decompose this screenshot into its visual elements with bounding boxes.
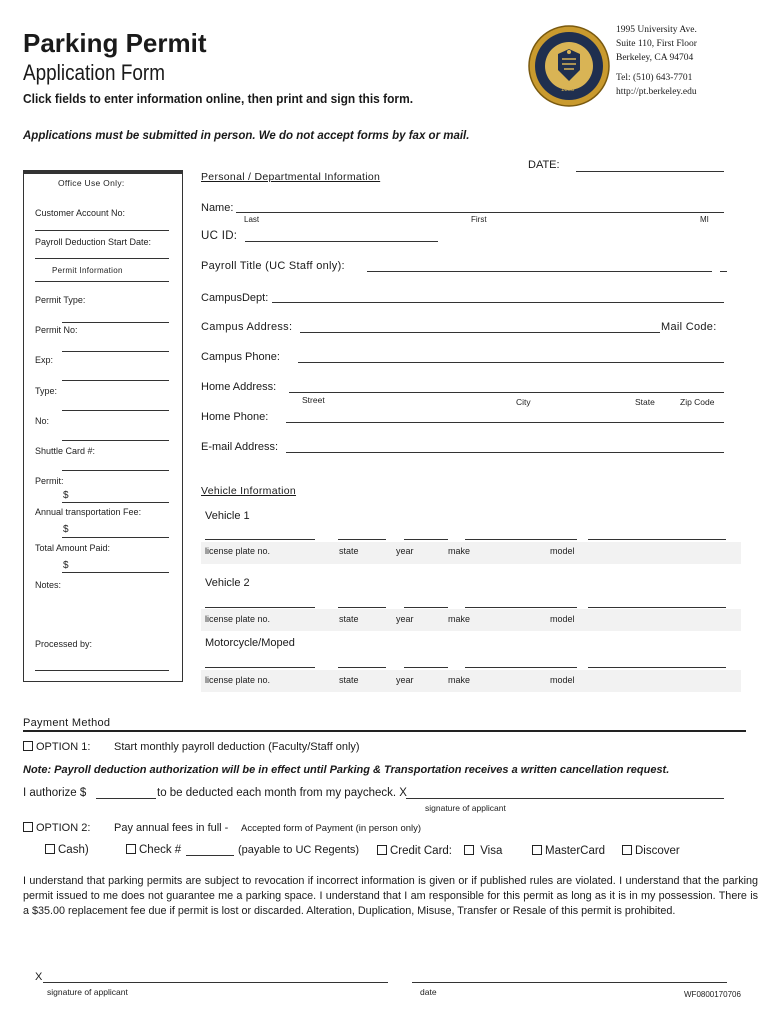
permit-no-label: Permit No:: [35, 325, 78, 335]
no-field[interactable]: [62, 440, 169, 441]
vehicle-info-heading: Vehicle Information: [201, 485, 297, 497]
office-use-title: Office Use Only:: [58, 178, 125, 188]
campus-dept-field[interactable]: [272, 302, 724, 303]
vehicle-2-year-field[interactable]: [404, 607, 448, 608]
name-mi-caption: MI: [700, 215, 709, 224]
date-field[interactable]: [576, 171, 724, 172]
home-address-label: Home Address:: [201, 381, 277, 393]
vehicle-2-make-field[interactable]: [465, 607, 577, 608]
motorcycle-plate-caption: license plate no.: [205, 675, 271, 685]
name-label: Name:: [201, 202, 234, 214]
visa-label: Visa: [480, 845, 503, 857]
cash-option: [45, 844, 89, 856]
credit-checkbox[interactable]: [377, 845, 387, 855]
form-subtitle: Application Form: [23, 60, 165, 85]
vehicle-1-model-caption: model: [550, 546, 575, 556]
type-label: Type:: [35, 386, 58, 396]
annual-fee-field[interactable]: [62, 537, 169, 538]
motorcycle-make-caption: make: [448, 675, 471, 685]
permit-type-field[interactable]: [62, 322, 169, 323]
check-payable: (payable to UC Regents): [238, 844, 360, 856]
visa-option: [464, 845, 502, 857]
campus-phone-field[interactable]: [298, 362, 724, 363]
motorcycle-year-field[interactable]: [404, 667, 448, 668]
motorcycle-model-caption: model: [550, 675, 575, 685]
campus-address-field[interactable]: [300, 332, 660, 333]
uc-id-field[interactable]: [245, 241, 438, 242]
option-1-row: [23, 741, 90, 753]
authorize-amount-field[interactable]: [96, 798, 156, 799]
motorcycle-state-field[interactable]: [338, 667, 386, 668]
signature-field[interactable]: [43, 982, 388, 983]
check-number-field[interactable]: [186, 855, 234, 856]
vehicle-2-plate-caption: license plate no.: [205, 614, 271, 624]
personal-info-heading: Personal / Departmental Information: [201, 171, 381, 183]
uc-id-label: UC ID:: [201, 230, 238, 242]
vehicle-1-make-field[interactable]: [465, 539, 577, 540]
payroll-start-field[interactable]: [35, 258, 169, 259]
discover-option: [622, 845, 680, 857]
signature-caption: signature of applicant: [47, 987, 128, 997]
processed-by-label: Processed by:: [35, 639, 93, 649]
legal-statement: I understand that parking permits are subject to revocation if incorrect information is given or if published rules are violated. I understand that the parking permit issued to me does not guarantee me a parking space. I understand that I am responsible for this permit as long as it is in my possession. There is a $35.00 replacement fee due if permit is lost or discarded. Alteration, Duplication, Misuse, Transfer or Resale of this permit is prohibited.: [23, 875, 758, 917]
credit-option: [377, 845, 452, 857]
campus-dept-label: CampusDept:: [201, 292, 269, 304]
email-field[interactable]: [286, 452, 724, 453]
motorcycle-year-caption: year: [396, 675, 414, 685]
university-seal: [528, 25, 610, 107]
option-2-checkbox[interactable]: [23, 822, 33, 832]
credit-label: Credit Card:: [390, 845, 452, 857]
seal-year: 1868: [561, 87, 575, 93]
permit-amount-field[interactable]: [62, 502, 169, 503]
vehicle-1-title: Vehicle 1: [205, 510, 250, 522]
vehicle-1-plate-caption: license plate no.: [205, 546, 271, 556]
mastercard-checkbox[interactable]: [532, 845, 542, 855]
permit-no-field[interactable]: [62, 351, 169, 352]
no-label: No:: [35, 416, 50, 426]
home-phone-label: Home Phone:: [201, 411, 269, 423]
shuttle-field[interactable]: [62, 470, 169, 471]
campus-phone-label: Campus Phone:: [201, 351, 280, 363]
signature-x: X: [35, 971, 43, 983]
motorcycle-make-field[interactable]: [465, 667, 577, 668]
state-caption: State: [635, 397, 655, 407]
payroll-title-label: Payroll Title (UC Staff only):: [201, 260, 345, 272]
discover-checkbox[interactable]: [622, 845, 632, 855]
authorize-label-b: to be deducted each month from my paycheck. X: [157, 787, 407, 799]
authorize-label-a: I authorize $: [23, 787, 87, 799]
submission-notice: Applications must be submitted in person. We do not accept forms by fax or mail.: [23, 130, 470, 142]
signature-date-field[interactable]: [412, 982, 727, 983]
name-last-caption: Last: [244, 215, 260, 224]
shuttle-label: Shuttle Card #:: [35, 446, 96, 456]
discover-label: Discover: [635, 845, 680, 857]
option-2-text: Pay annual fees in full -: [114, 822, 229, 834]
permit-dollar: $: [63, 490, 69, 501]
type-field[interactable]: [62, 410, 169, 411]
mail-code-label: Mail Code:: [661, 321, 717, 333]
vehicle-1-state-field[interactable]: [338, 539, 386, 540]
permit-label: Permit:: [35, 476, 64, 486]
motorcycle-row: [201, 670, 741, 692]
mastercard-option: [532, 845, 605, 857]
motorcycle-title: Motorcycle/Moped: [205, 637, 295, 649]
name-first-caption: First: [471, 215, 487, 224]
motorcycle-model-field[interactable]: [588, 667, 726, 668]
option-2-row: [23, 822, 90, 834]
address-line: Berkeley, CA 94704: [616, 53, 694, 63]
vehicle-1-row: [201, 542, 741, 564]
customer-account-field[interactable]: [35, 230, 169, 231]
annual-fee-dollar: $: [63, 524, 69, 535]
vehicle-2-state-field[interactable]: [338, 607, 386, 608]
option-1-text: Start monthly payroll deduction (Faculty/Staff only): [114, 741, 360, 753]
form-title: Parking Permit: [23, 28, 207, 58]
vehicle-2-state-caption: state: [339, 614, 359, 624]
option-2-label: OPTION 2:: [36, 822, 91, 834]
vehicle-2-title: Vehicle 2: [205, 577, 250, 589]
vehicle-1-year-field[interactable]: [404, 539, 448, 540]
vehicle-2-make-caption: make: [448, 614, 471, 624]
total-paid-dollar: $: [63, 560, 69, 571]
exp-label: Exp:: [35, 355, 54, 365]
payroll-note: Note: Payroll deduction authorization will be in effect until Parking & Transportation receives a written cancellation request.: [23, 764, 670, 776]
processed-by-field[interactable]: [35, 670, 169, 671]
payroll-title-field[interactable]: [367, 271, 712, 272]
form-code: WF0800170706: [684, 990, 741, 999]
vehicle-1-state-caption: state: [339, 546, 359, 556]
cash-label: Cash): [58, 844, 89, 856]
city-caption: City: [516, 397, 531, 407]
date-label: DATE:: [528, 159, 560, 171]
payroll-start-label: Payroll Deduction Start Date:: [35, 237, 152, 247]
name-field[interactable]: [236, 212, 724, 213]
signature-date-caption: date: [420, 987, 437, 997]
home-phone-field[interactable]: [286, 422, 724, 423]
street-caption: Street: [302, 395, 325, 405]
vehicle-2-model-caption: model: [550, 614, 575, 624]
check-checkbox[interactable]: [126, 844, 136, 854]
permit-type-label: Permit Type:: [35, 295, 86, 305]
vehicle-2-plate-field[interactable]: [205, 607, 315, 608]
option-1-label: OPTION 1:: [36, 741, 91, 753]
telephone: Tel: (510) 643-7701: [616, 73, 693, 83]
option-2-accepted: Accepted form of Payment (in person only): [241, 823, 422, 834]
zip-caption: Zip Code: [680, 397, 715, 407]
payroll-title-field-end: [720, 271, 727, 272]
cash-checkbox[interactable]: [45, 844, 55, 854]
exp-field[interactable]: [62, 380, 169, 381]
address-line: 1995 University Ave.: [616, 25, 697, 35]
vehicle-2-model-field[interactable]: [588, 607, 726, 608]
authorize-signature-caption: signature of applicant: [425, 803, 506, 813]
form-instruction: Click fields to enter information online, then print and sign this form.: [23, 91, 414, 106]
total-paid-label: Total Amount Paid:: [35, 543, 111, 553]
vehicle-2-year-caption: year: [396, 614, 414, 624]
motorcycle-plate-field[interactable]: [205, 667, 315, 668]
visa-checkbox[interactable]: [464, 845, 474, 855]
total-paid-field[interactable]: [62, 572, 169, 573]
home-address-field[interactable]: [289, 392, 724, 393]
email-label: E-mail Address:: [201, 441, 279, 453]
payment-divider: [23, 730, 746, 732]
payment-heading: Payment Method: [23, 717, 111, 729]
vehicle-1-make-caption: make: [448, 546, 471, 556]
website-link[interactable]: http://pt.berkeley.edu: [616, 87, 697, 97]
vehicle-1-year-caption: year: [396, 546, 414, 556]
check-label: Check #: [139, 844, 182, 856]
motorcycle-state-caption: state: [339, 675, 359, 685]
notes-label: Notes:: [35, 580, 62, 590]
mastercard-label: MasterCard: [545, 845, 606, 857]
authorize-signature-field[interactable]: [406, 798, 724, 799]
option-1-checkbox[interactable]: [23, 741, 33, 751]
address-line: Suite 110, First Floor: [616, 39, 697, 49]
customer-account-label: Customer Account No:: [35, 208, 126, 218]
vehicle-1-model-field[interactable]: [588, 539, 726, 540]
permit-info-heading: Permit Information: [52, 266, 123, 275]
vehicle-1-plate-field[interactable]: [205, 539, 315, 540]
annual-fee-label: Annual transportation Fee:: [35, 507, 142, 517]
divider: [35, 281, 169, 282]
address-block: [616, 23, 697, 99]
campus-address-label: Campus Address:: [201, 321, 293, 333]
vehicle-2-row: [201, 609, 741, 631]
check-option: [126, 844, 181, 856]
